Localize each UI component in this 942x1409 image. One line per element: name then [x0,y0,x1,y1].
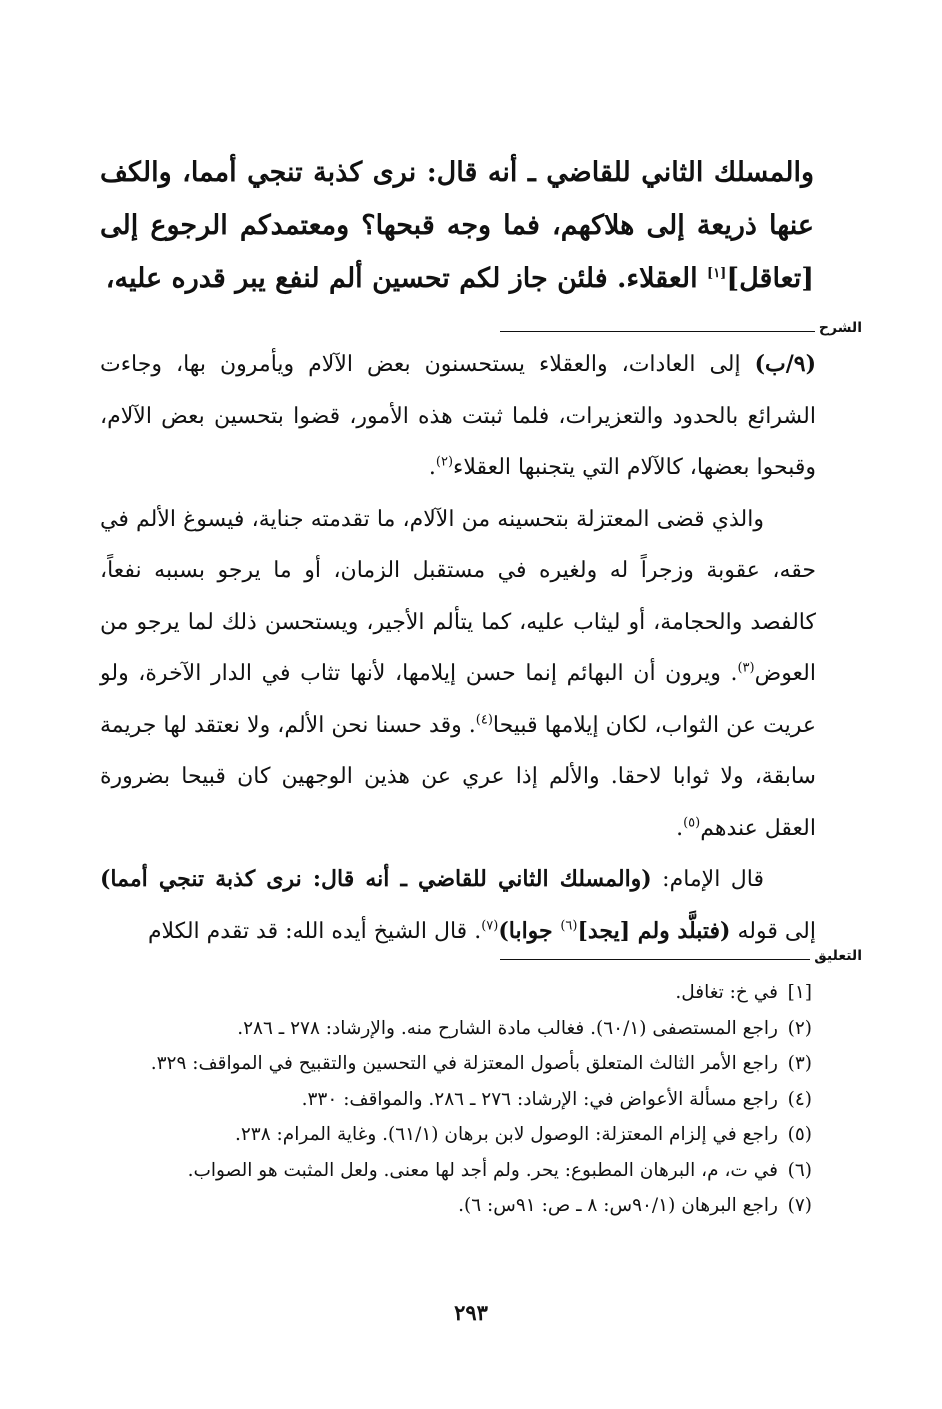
quoted-text: (فتبلَّد ولم [يجد] [577,917,731,944]
footnote-ref-3: (٣) [737,660,755,676]
footnote-text: في خ: تغافل. [675,982,778,1003]
footnote-text: راجع البرهان (٩٠/١س: ٨ ـ ص: ٩١س: ٦). [458,1195,778,1216]
footnote-number: (٧) [787,1195,812,1216]
commentary-separator [500,314,862,336]
footnote-number: (٢) [787,1017,812,1039]
footnote-text: راجع الأمر الثالث المتعلق بأصول المعتزلة في التحسين والتقبيح في المواقف: ٣٢٩. [150,1053,778,1074]
main-text-block [100,146,814,305]
footnotes-list [100,975,812,1224]
footnote-mark: [١] [707,266,727,281]
footnote-number: (٤) [787,1088,812,1110]
main-text-paragraph: والمسلك الثاني للقاضي ـ أنه قال: نرى كذبة تنجي أمما، والكف عنها ذريعة إلى هلاكهم، فما وجه قبحها؟ ومعتمدكم الرجوع إلى [تعاقل][١] العقلاء. فلئن جاز لكم تحسين ألم لنفع يبر قدره عليه، [100,157,814,294]
footnote-item [100,1082,812,1118]
footnote-text: في ت، م، البرهان المطبوع: يحر. ولم أجد لها معنى. ولعل المثبت هو الصواب. [187,1159,778,1181]
footnote-text: راجع في إلزام المعتزلة: الوصول لابن برهان (٦١/١). وغاية المرام: ٢٣٨. [234,1124,778,1145]
footnote-ref-2: (٢) [435,454,454,470]
separator-line [500,331,815,332]
footnote-item [100,1188,812,1224]
notes-label: التعليق [814,948,862,964]
folio-reference: (٩/ب) [754,351,816,377]
page-number: ٢٩٣ [454,1300,488,1325]
footnote-ref-4: (٤) [475,712,493,728]
commentary-paragraph-3: قال الإمام: (والمسلك الثاني للقاضي ـ أنه قال: نرى كذبة تنجي أمما) إلى قوله (فتبلَّد ولم [يجد]$^{(٦)}$ جوابا)$^{(٧)}$. قال الشيخ أيده الله: قد تقدم الكلام [100,866,816,944]
notes-separator [500,942,862,964]
footnote-number: [١] [787,982,812,1003]
footnote-text: راجع مسألة الأعواض في: الإرشاد: ٢٧٦ ـ ٢٨٦. والمواقف: ٣٣٠. [301,1088,778,1110]
commentary-block [100,339,816,957]
commentary-paragraph-1: (٩/ب) إلى العادات، والعقلاء يستحسنون بعض الآلام ويأمرون بها، وجاءت الشرائع بالحدود والتعزيرات، فلما ثبتت هذه الأمور، قضوا بتحسين بعض الآلام، وقبحوا بعضها، كالآلام التي يتجنبها العقلاء$^{(٢)}$. [100,351,816,480]
footnote-number: (٣) [787,1053,812,1074]
quoted-text: جوابا) [498,917,561,944]
footnote-text: راجع المستصفى (٦٠/١). فغالب مادة الشارح منه. والإرشاد: ٢٧٨ ـ ٢٨٦. [237,1017,778,1039]
footnote-ref-7: (٧) [481,918,499,934]
footnote-item [100,1117,812,1153]
footnote-ref-6: (٦) [560,918,578,934]
footnote-item [100,975,812,1011]
separator-line [500,959,810,960]
footnote-number: (٦) [787,1159,812,1181]
footnote-item [100,1153,812,1189]
commentary-paragraph-2: والذي قضى المعتزلة بتحسينه من الآلام، ما تقدمته جناية، فيسوغ الألم في حقه، عقوبة وزجراً له ولغيره في مستقبل الزمان، أو ما يرجو بسببه نفعاً، كالفصد والحجامة، أو ليثاب عليه، كما يتألم الأجير، ويستحسن ذلك لما يرجو من العوض$^{(٣)}$. ويرون أن البهائم إنما حسن إيلامها، لأنها تثاب في الدار الآخرة، ولو عريت عن الثواب، لكان إيلامها قبيحا$^{(٤)}$. وقد حسنا نحن الألم، ولا نعتقد لها جريمة سابقة، ولا ثوابا لاحقا. والألم إذا عري عن هذين الوجهين كان قبيحا بضرورة العقل عندهم$^{(٥)}$. [100,506,817,841]
footnote-number: (٥) [787,1124,812,1145]
quoted-text: (والمسلك الثاني للقاضي ـ أنه قال: نرى كذبة تنجي أمما) [100,866,652,892]
footnote-item [100,1046,812,1082]
commentary-label: الشرح [818,320,862,336]
footnote-ref-5: (٥) [683,815,701,831]
footnote-item [100,1011,812,1047]
